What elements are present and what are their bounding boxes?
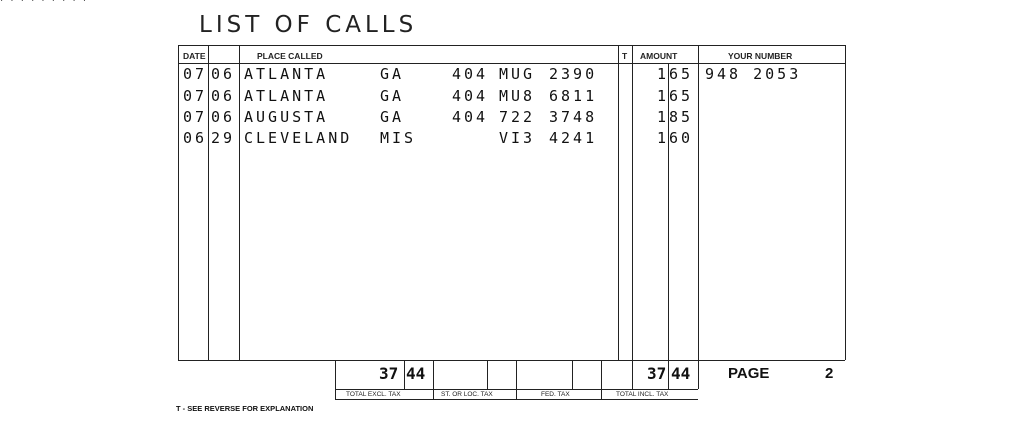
- exchange: MU8: [499, 87, 536, 105]
- date-month: 07: [183, 65, 208, 83]
- place-city: ATLANTA: [244, 87, 329, 105]
- header-t: T: [622, 51, 628, 61]
- caption-total-excl-tax: TOTAL EXCL. TAX: [346, 391, 401, 398]
- amount-dollars: 1: [657, 65, 670, 83]
- date-month: 07: [183, 108, 208, 126]
- date-day: 29: [211, 129, 236, 147]
- place-state: GA: [380, 87, 405, 105]
- header-date: DATE: [183, 51, 206, 61]
- amount-dollars: 1: [657, 129, 670, 147]
- date-day: 06: [211, 65, 236, 83]
- date-month: 07: [183, 87, 208, 105]
- amount-dollars: 1: [657, 87, 670, 105]
- exchange: MUG: [499, 65, 536, 83]
- page-number: 2: [825, 365, 834, 382]
- place-city: AUGUSTA: [244, 108, 329, 126]
- phone-number: 4241: [549, 129, 598, 147]
- header-amount: AMOUNT: [640, 51, 678, 61]
- header-dots: · · · · · · · · ·: [0, 0, 89, 7]
- area-code: 404: [452, 87, 489, 105]
- amount-cents: 60: [669, 129, 694, 147]
- call-row: [0, 108, 1023, 126]
- total-excl-cents: 44: [406, 364, 426, 383]
- date-month: 06: [183, 129, 208, 147]
- phone-number: 6811: [549, 87, 598, 105]
- header-place-called: PLACE CALLED: [257, 51, 323, 61]
- date-day: 06: [211, 108, 236, 126]
- amount-cents: 85: [669, 108, 694, 126]
- phone-number: 3748: [549, 108, 598, 126]
- place-city: CLEVELAND: [244, 129, 353, 147]
- phone-number: 2390: [549, 65, 598, 83]
- total-incl-dollars: 37: [647, 364, 667, 383]
- amount-cents: 65: [669, 87, 694, 105]
- your-number-value: 948 2053: [705, 65, 802, 83]
- form-title: LIST OF CALLS: [199, 12, 418, 38]
- total-incl-cents: 44: [671, 364, 691, 383]
- place-city: ATLANTA: [244, 65, 329, 83]
- call-row: [0, 65, 1023, 83]
- call-row: [0, 129, 1023, 147]
- amount-cents: 65: [669, 65, 694, 83]
- caption-total-incl-tax: TOTAL INCL. TAX: [616, 391, 669, 398]
- exchange: 722: [499, 108, 536, 126]
- place-state: GA: [380, 65, 405, 83]
- place-state: MIS: [380, 129, 417, 147]
- date-day: 06: [211, 87, 236, 105]
- footnote: T - SEE REVERSE FOR EXPLANATION: [176, 404, 314, 413]
- page-label: PAGE: [728, 365, 770, 382]
- amount-dollars: 1: [657, 108, 670, 126]
- caption-fed-tax: FED. TAX: [541, 391, 570, 398]
- area-code: 404: [452, 108, 489, 126]
- caption-st-loc-tax: ST. OR LOC. TAX: [441, 391, 493, 398]
- header-your-number: YOUR NUMBER: [728, 51, 793, 61]
- area-code: 404: [452, 65, 489, 83]
- exchange: VI3: [499, 129, 536, 147]
- call-row: [0, 87, 1023, 105]
- place-state: GA: [380, 108, 405, 126]
- total-excl-dollars: 37: [379, 364, 399, 383]
